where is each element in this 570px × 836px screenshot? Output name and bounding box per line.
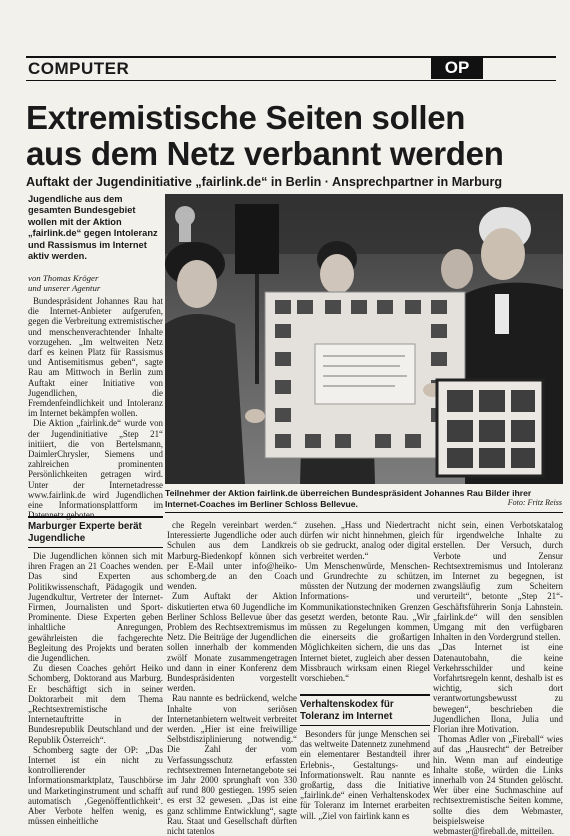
box-text [28,551,163,826]
paragraph: zusehen. „Hass und Niedertracht dürfen wir nicht hinnehmen, gleich ob sie gedruckt, analog oder digital verbreitet werden.“ [300,520,430,561]
headline-line-1: Extremistische Seiten sollen [26,99,466,136]
info-box-verhaltenskodex [300,694,430,821]
byline [28,273,163,293]
column-3-text [300,520,430,683]
byline-agency: und unserer Agentur [28,283,101,293]
section-name: COMPUTER [28,59,130,78]
column-4-text [433,520,563,836]
paragraph: „Das Internet ist eine Datenautobahn, die keine Verkehrsschilder und keine Vorfahrtsregeln kennt, deshalb ist es wichtig, sich dort verantwortungsbewusst zu bewegen“, beschrieben die Jugendlichen Ilona, Julia und Florian ihre Motivation. [433,642,563,735]
column-2-text [167,520,297,836]
paragraph: Schomberg sagte der OP: „Das Internet ist ein nicht zu kontrollierender Informationsmarktplatz, Tauschbörse und Marketinginstrument und schafft automatisch ‚Gegenöffentlichkeit‘. Aber Verbote helfen wenig, es müssen einheitliche [28,744,163,827]
photo-caption: Teilnehmer der Aktion fairlink.de überreichen Bundespräsident Johannes Rau Bilder ihrer Internet-Coaches im Berliner Schloss Bellevue. [165,488,532,509]
paragraph: Bundespräsident Johannes Rau hat die Internet-Anbieter aufgerufen, gegen die Verbreitung extremistischer und menschenverachtender Inhalte vorzugehen. „Im weltweiten Netz darf es keinen Platz für Rassismus und Antisemitismus geben“, sagte Rau am Mittwoch in Berlin zum Auftakt einer Initiative von Jugendlichen, die Fremdenfeindlichkeit und Intoleranz im Internet bekämpfen wollen. [28,296,163,419]
paragraph: che Regeln vereinbart werden.“ Interessierte Jugendliche oder auch Schulen aus dem Landkreis Marburg-Biedenkopf können sich per E-Mail unter info@heiko-schomberg.de an den Coach wenden. [167,520,297,592]
event-photo [165,194,563,484]
photo-credit: Foto: Fritz Reiss [507,498,562,507]
box-heading-verhaltenskodex: Verhaltenskodex für Toleranz im Internet [300,694,430,726]
byline-author: von Thomas Kröger [28,273,99,283]
event-photo-image [165,194,563,484]
caption-rule [165,512,563,513]
info-box-marburg [28,516,163,826]
headline-line-2: aus dem Netz verbannt werden [26,135,504,172]
paragraph: Besonders für junge Menschen sei das weltweite Datennetz zunehmend ein elementarer Bestandteil ihrer Erlebnis-, Gestaltungs- und Informationswelt. Rau nannte es großartig, dass die Initiative „fairlink.de“ einen Verhaltenskodex für Toleranz im Internet erarbeiten will. „Ziel von fairlink kann es [300,729,430,821]
lead-paragraph: Jugendliche aus dem gesamten Bundesgebiet wollen mit der Aktion „fairlink.de“ gegen Intoleranz und Rassismus im Internet aktiv werden. [28,194,158,262]
paragraph: Zum Auftakt der Aktion diskutierten etwa 60 Jugendliche im Berliner Schloss Bellevue über das Problem des Rechtsextremismus im Netz. Die Beiträge der Jugendlichen sollen innerhalb der kommenden zwölf Monate zusammengetragen und dann in einer Konferenz dem Bundespräsidenten vorgestellt werden. [167,591,297,694]
op-logo: OP [431,57,483,79]
paragraph: Thomas Adler von „Fireball“ wies auf das „Hausrecht“ der Betreiber hin. Wenn man auf eindeutige Inhalte stoße, würden die Links innerhalb von 24 Stunden gelöscht. Wer über eine Suchmaschine auf rechtsextremistische Seiten komme, sollte dies dem Webmaster, beispielsweise webmaster@fireball.de, mitteilen. [433,734,563,836]
section-header [26,56,556,82]
header-rule-bottom [26,80,556,81]
paragraph: nicht sein, einen Verbotskatalog für irgendwelche Inhalte zu erstellen. Der Versuch, durch Verbote und Zensur Rechtsextremismus und Intoleranz im Internet zu begegnen, ist zwangsläufig zum Scheitern verurteilt“, betonte „Step 21“-Geschäftsführerin Sonja Lahnstein. „fairlink.de“ will den sensiblen Umgang mit den verfügbaren Inhalten in den Vordergrund stellen. [433,520,563,643]
paragraph: Die Aktion „fairlink.de“ wurde von der Jugendinitiative „Step 21“ initiiert, die von Bertelsmann, DaimlerChrysler, Siemens und zahlreichen prominenten Persönlichkeiten getragen wird. Unter der Internetadresse www.fairlink.de wird Jugendlichen eine Informationsplattform im Datennetz geboten. [28,418,163,521]
headline [26,100,561,172]
box-heading-marburg: Marburger Experte berät Jugendliche [28,516,163,548]
paragraph: Zu diesen Coaches gehört Heiko Schomberg, Doktorand aus Marburg. Er beschäftigt sich in seiner Doktorarbeit mit dem Thema „Rechtsextremistische Internetauftritte in der Bundesrepublik Deutschland und der Republik Österreich“. [28,663,163,745]
paragraph: Rau nannte es bedrückend, welche Inhalte von seriösen Internetanbietern weltweit verbreitet werden. „Hier ist eine freiwillige Selbstdisziplinierung notwendig.“ Die Zahl der vom Verfassungsschutz erfassten rechtsextremen Internetangebote sei im Jahr 2000 sprunghaft von 330 auf rund 800 gestiegen. 1995 seien es erst 32 gewesen. „Das ist eine ganz schlimme Entwicklung“, sagte Rau. Staat und Gesellschaft dürften nicht tatenlos [167,693,297,836]
box-text [300,729,430,821]
paragraph: Die Jugendlichen können sich mit ihren Fragen an 21 Coaches wenden. Das sind Experten aus Politikwissenschaft, Pädagogik und Jugendkultur, Vertreter der Internet-Firmen, Journalisten und Sport-Prominente. Diese Experten geben inhaltliche Anregungen, gewährleisten die fachgerechte Begleitung des Projekts und beraten die Jugendlichen. [28,551,163,664]
column-1-text [28,296,163,520]
subheadline: Auftakt der Jugendinitiative „fairlink.de“ in Berlin · Ansprechpartner in Marburg [26,175,503,189]
paragraph: Um Menschenwürde, Menschen- und Grundrechte zu schützen, müssten der Nutzung der modernen Informations- und Kommunikationstechniken Grenzen gesetzt werden, betonte Rau. „Wir müssen zu Regelungen kommen, die einerseits die großartigen Möglichkeiten sichern, die uns das Internet bietet, zugleich aber dessen Missbrauch wirksam einen Riegel vorschieben.“ [300,560,430,684]
